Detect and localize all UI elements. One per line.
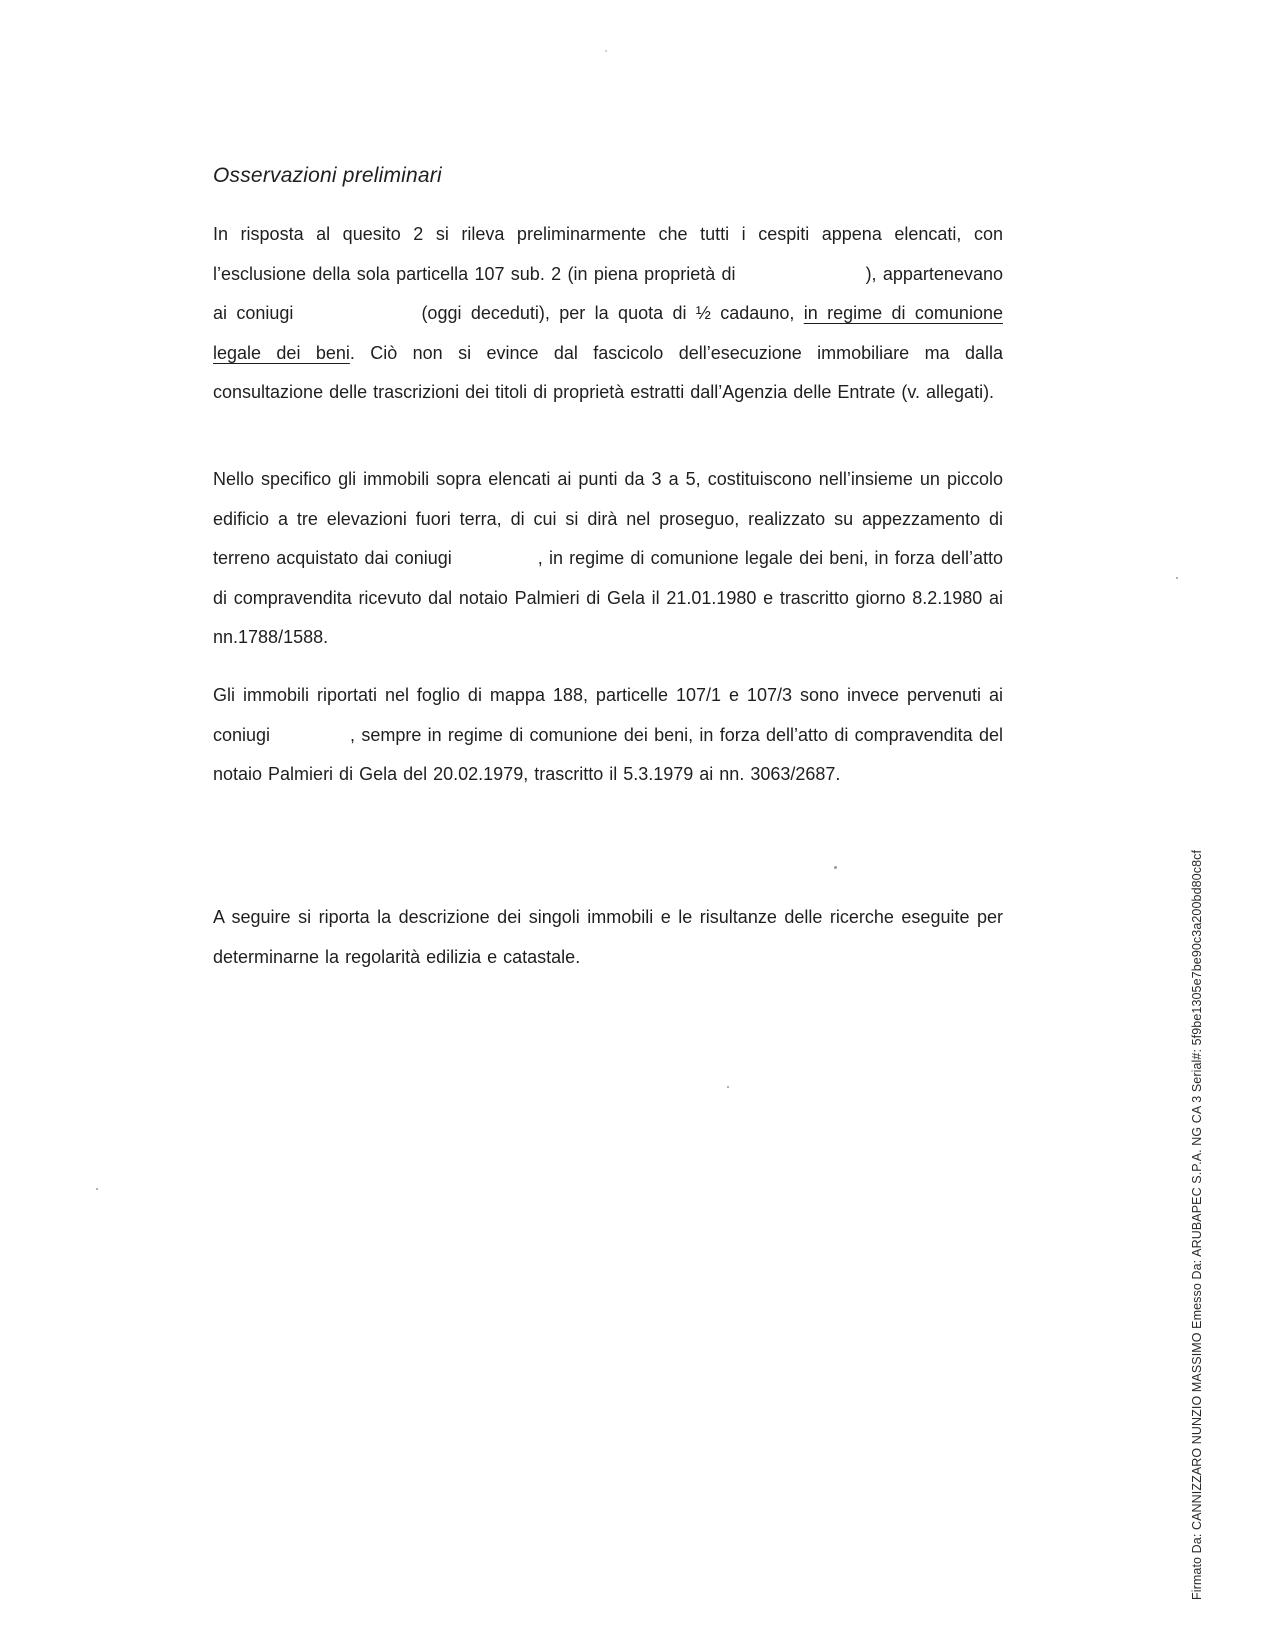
paragraph-3-part-b: , sempre in regime di comunione dei beni, in forza dell’atto di compravendita del notaio Palmieri di Gela del 20.02.1979, trascritto il 5.3.1979 ai nn. 3063/2687. bbox=[213, 724, 1003, 784]
paragraph-1-part-b: ), appartenevano ai coniugi bbox=[213, 263, 1003, 323]
paragraph-2 bbox=[213, 460, 1003, 658]
underlined-phrase: in regime di comunione legale dei beni bbox=[213, 303, 1003, 363]
scan-speck bbox=[1176, 577, 1178, 579]
scan-speck bbox=[605, 50, 607, 52]
paragraph-2-part-a: Nello specifico gli immobili sopra elencati ai punti da 3 a 5, costituiscono nell’insieme un piccolo edificio a tre elevazioni fuori terra, di cui si dirà nel proseguo, realizzato su appezzamento di terreno acquistato dai coniugi bbox=[213, 469, 1003, 568]
paragraph-3 bbox=[213, 676, 1003, 795]
paragraph-4: A seguire si riporta la descrizione dei singoli immobili e le risultanze delle ricerche eseguite per determinarne la regolarità edilizia e catastale. bbox=[213, 907, 1003, 967]
paragraph-1-part-a: In risposta al quesito 2 si rileva preliminarmente che tutti i cespiti appena elencati, con l’esclusione della sola particella 107 sub. 2 (in piena proprietà di bbox=[213, 224, 1003, 284]
paragraph-1 bbox=[213, 215, 1003, 413]
digital-signature-stamp: Firmato Da: CANNIZZARO NUNZIO MASSIMO Emesso Da: ARUBAPEC S.P.A. NG CA 3 Serial#: 5f9be1305e7be90c3a200bd80c8cf bbox=[1190, 849, 1204, 1600]
paragraph-1-part-c: (oggi deceduti), per la quota di ½ cadauno, bbox=[421, 303, 795, 323]
section-heading: Osservazioni preliminari bbox=[213, 164, 442, 187]
scan-speck bbox=[727, 1086, 729, 1088]
scan-speck bbox=[834, 866, 837, 869]
paragraph-2-part-b: , in regime di comunione legale dei beni, in forza dell’atto di compravendita ricevuto dal notaio Palmieri di Gela il 21.01.1980 e trascritto giorno 8.2.1980 ai nn.1788/1588. bbox=[213, 548, 1003, 647]
scan-speck bbox=[96, 1188, 98, 1190]
paragraph-1-part-d: . Ciò non si evince dal fascicolo dell’esecuzione immobiliare ma dalla consultazione delle trascrizioni dei titoli di proprietà estratti dall’Agenzia delle Entrate (v. allegati). bbox=[213, 342, 1003, 402]
paragraph-3-part-a: Gli immobili riportati nel foglio di mappa 188, particelle 107/1 e 107/3 sono invece pervenuti ai coniugi bbox=[213, 685, 1003, 745]
